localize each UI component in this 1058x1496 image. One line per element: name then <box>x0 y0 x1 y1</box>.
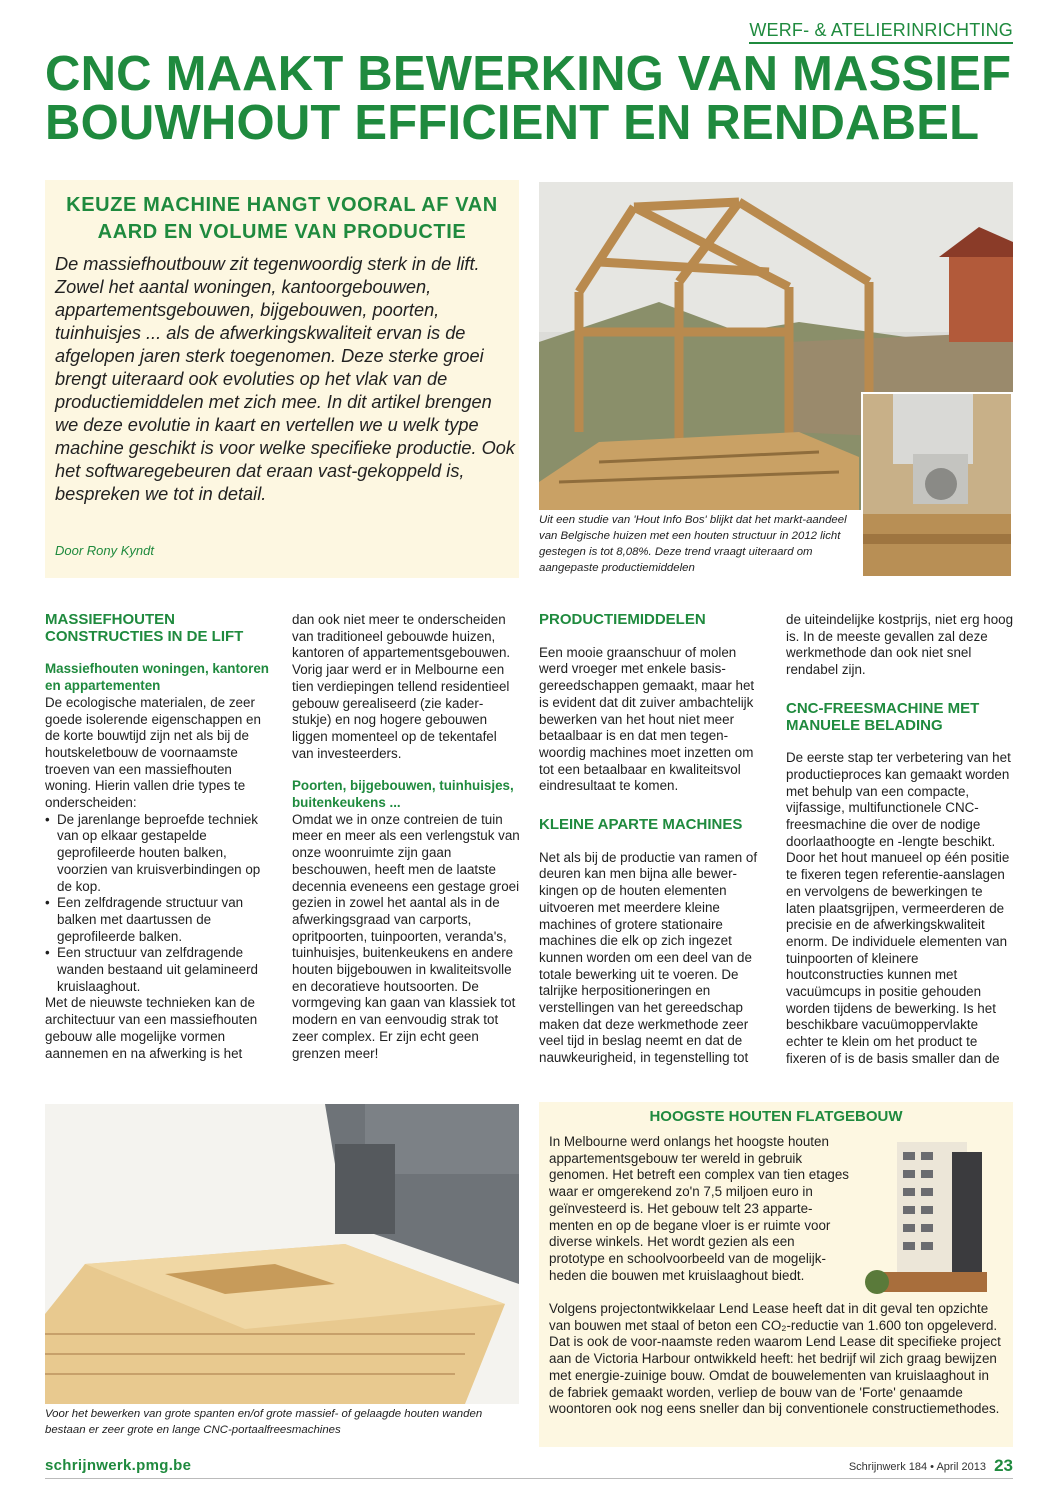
footer-divider <box>45 1478 1013 1479</box>
footer-url: schrijnwerk.pmg.be <box>45 1457 192 1474</box>
byline: Door Rony Kyndt <box>55 543 154 558</box>
paragraph: Omdat we in onze contreien de tuin meer en meer als een verlengstuk van onze woonruimte zijn gaan beschouwen, heeft men de laatste decennia eveneens een gestage groei gezien in zowel het aantal als in de afwerkingsgraad van carports, opritpoorten, tuinpoorten, veranda's, tuinhuisjes, buitenkeukens en andere houten bijgebouwen in kwaliteitsvolle en decoratieve houtsoorten. De vormgeving kan gaan van klassiek tot modern en van eenvoudig strak tot zeer complex. Er zijn echt geen grenzen meer! <box>292 811 520 1061</box>
section-tag: WERF- & ATELIERINRICHTING <box>749 20 1013 44</box>
sidebar-text-part2: Volgens projectontwikkelaar Lend Lease heeft dat in dit geval ten opzichte van bouwen met staal of beton een CO₂-reductie van 1.600 ton opgeleverd. Dat is ook de voor-naamste reden waarom Lend Lease dit specifieke project aan de Victoria Harbour ontwikkeld heeft: het bedrijf wil zich graag bewijzen met energie-zuinige bouw. Omdat de bouwelementen van kruislaaghout in de fabriek gemaakt worden, verliep de bouw van de 'Forte' genaamde woontoren ook nog eens sneller dan bij conventionele constructiemethodes. <box>549 1301 1001 1417</box>
page-number: 23 <box>994 1456 1013 1475</box>
heading-massiefhouten: MASSIEFHOUTEN CONSTRUCTIES IN DE LIFT <box>45 611 244 645</box>
intro-box <box>45 180 519 578</box>
cnc-portal-illustration <box>45 1104 519 1404</box>
paragraph: Met de nieuwste technieken kan de architectuur van een massiefhouten gebouw alle mogelijke vormen aannemen en na afwerking is het <box>45 995 258 1061</box>
heading-productiemiddelen: PRODUCTIEMIDDELEN <box>539 611 706 628</box>
sidebar-text-part1: In Melbourne werd onlangs het hoogste houten appartementsgebouw ter wereld in gebruik genomen. Het betreft een complex van tien etages waar er omgerekend zo'n 7,5 miljoen euro in geïnvesteerd is. Het gebouw telt 23 apparte-menten en op de begane vloer is er ruimte voor diverse winkels. Het wordt gezien als een prototype en schoolvoorbeeld van de mogelijk-heden die bouwen met kruislaaghout biedt. <box>549 1134 849 1283</box>
headline: CNC MAAKT BEWERKING VAN MASSIEF BOUWHOUT EFFICIENT EN RENDABEL <box>45 47 1012 150</box>
building-photo <box>857 1132 1007 1300</box>
subheading-poorten: Poorten, bijgebouwen, tuinhuisjes, buitenkeukens ... <box>292 778 514 811</box>
paragraph: De eerste stap ter verbetering van het productieproces kan gemaakt worden met behulp van een compacte, vijfassige, multifunctionele CNC-freesmachine die over de nodige doorlaathoogte en -lengte beschikt. Door het hout manueel op één positie te fixeren tegen referentie-aanslagen en vervolgens de bewerkingen te laten plaatsgrijpen, vermeerderen de precisie en de afwerkingskwaliteit enorm. De individuele elementen van tuinpoorten of kleinere houtconstructies kunnen met vacuümcups in positie gehouden worden tijdens de bewerking. Is het beschikbare vacuümoppervlakte echter te klein om het product te fixeren of is de basis smaller dan de <box>786 750 1011 1066</box>
intro-text: De massiefhoutbouw zit tegenwoordig sterk in de lift. Zowel het aantal woningen, kantoorgebouwen, appartementsgebouwen, bijgebouwen, poorten, tuinhuisjes ... als de afwerkingskwaliteit ervan is de afgelopen jaren sterk toegenomen. Deze sterke groei brengt uiteraard ook evoluties op het vlak van de productiemiddelen met zich mee. In dit artikel brengen we deze evolutie in kaart en vertellen we u welk type machine geschikt is voor welke specifieke productie. Ook het softwaregebeuren dat eraan vast-gekoppeld is, bespreken we tot in detail. <box>55 254 515 504</box>
footer-publication: Schrijnwerk 184 • April 2013 <box>848 1461 986 1473</box>
paragraph: Net als bij de productie van ramen of deuren kan men bijna alle bewer-kingen op de houten elementen uitvoeren met meerdere kleine machines of grotere stationaire machines die elk op zich ingezet kunnen worden om een deel van de totale bewerking uit te voeren. De talrijke herpositioneringen en verstellingen van het gereedschap maken dat deze werkmethode zeer veel tijd in beslag neemt en dat de nauwkeurigheid, in tegenstelling tot <box>539 849 758 1066</box>
intro-title: KEUZE MACHINE HANGT VOORAL AF VAN AARD EN VOLUME VAN PRODUCTIE <box>66 194 498 243</box>
cnc-head-illustration <box>863 394 1013 578</box>
paragraph: De ecologische materialen, de zeer goede isolerende eigenschappen en de korte bouwtijd zijn net als bij de houtskeletbouw de voornaamste troeven van een massiefhouten woning. Hierin vallen drie types te onderscheiden: <box>45 694 261 811</box>
bullet-item: • De jarenlange beproefde techniek van op elkaar gestapelde geprofileerde houten balken, voorzien van kruisverbindingen op de kop. <box>45 812 273 896</box>
column-3 <box>539 612 767 1067</box>
building-illustration <box>857 1132 1007 1300</box>
paragraph: Een mooie graanschuur of molen werd vroeger met enkele basis-gereedschappen gemaakt, maar het is evident dat dit zuiver ambachtelijk bewerken van het hout niet meer betaalbaar is en dat men tegen-woordig machines moet inzetten om tot een betaalbaar en kwaliteitsvol eindresultaat te komen. <box>539 644 755 794</box>
heading-cnc-freesmachine: CNC-FREESMACHINE MET MANUELE BELADING <box>786 699 980 734</box>
cnc-head-photo <box>861 392 1013 578</box>
column-1 <box>45 612 273 1062</box>
paragraph: dan ook niet meer te onderscheiden van traditioneel gebouwde huizen, kantoren of appartementsgebouwen. Vorig jaar werd er in Melbourne een tien verdiepingen tellend residentieel gebouw gerealiseerd (zie kader-stukje) en nog hogere gebouwen liggen momenteel op de tekentafel van investeerders. <box>292 612 511 761</box>
bullet-item: • Een structuur van zelfdragende wanden bestaand uit gelamineerd kruislaaghout. <box>45 945 273 995</box>
column-2 <box>292 612 520 1062</box>
heading-kleine-machines: KLEINE APARTE MACHINES <box>539 816 743 834</box>
sidebar-box <box>539 1102 1013 1447</box>
column-4 <box>786 612 1014 1068</box>
paragraph: de uiteindelijke kostprijs, niet erg hoog is. In de meeste gevallen zal deze werkmethode dan ook niet snel rendabel zijn. <box>786 612 1014 678</box>
subheading-woningen: Massiefhouten woningen, kantoren en appartementen <box>45 661 269 694</box>
cnc-portal-photo <box>45 1104 519 1404</box>
caption-top-photo: Uit een studie van 'Hout Info Bos' blijkt dat het markt-aandeel van Belgische huizen met een houten structuur in 2012 licht gestegen is tot 8,08%. Deze trend vraagt uiteraard om aangepaste productiemiddelen <box>539 514 847 574</box>
bullet-item: • Een zelfdragende structuur van balken met daartussen de geprofileerde balken. <box>45 895 273 945</box>
caption-bottom-photo: Voor het bewerken van grote spanten en/of grote massief- of gelaagde houten wanden bestaan er zeer grote en lange CNC-portaalfreesmachines <box>45 1408 483 1436</box>
sidebar-title: HOOGSTE HOUTEN FLATGEBOUW <box>649 1108 903 1125</box>
